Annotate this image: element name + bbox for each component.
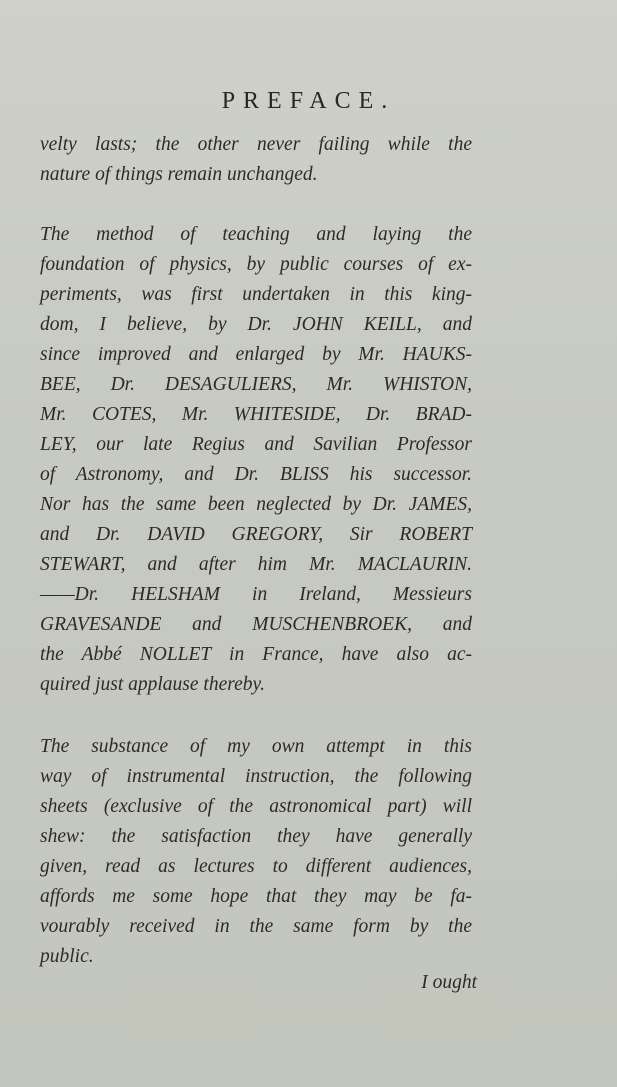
text-line: The substance of my own attempt in this (40, 736, 472, 757)
text-line: affords me some hope that they may be fa- (40, 886, 472, 907)
text-line: GRAVESANDE and MUSCHENBROEK, and (40, 614, 472, 635)
running-header: PREFACE. (221, 88, 396, 114)
text-line: periments, was first undertaken in this king- (40, 284, 472, 305)
text-line: way of instrumental instruction, the following (40, 766, 472, 787)
text-line: the Abbé NOLLET in France, have also ac- (40, 644, 472, 665)
paragraph-1 (40, 130, 472, 190)
text-line: given, read as lectures to different audiences, (40, 856, 472, 877)
text-line: vourably received in the same form by the (40, 916, 472, 937)
paragraph-2 (40, 220, 472, 700)
catchword: I ought (421, 972, 477, 993)
text-line: The method of teaching and laying the (40, 224, 472, 245)
text-line: shew: the satisfaction they have generally (40, 826, 472, 847)
text-line: velty lasts; the other never failing while the (40, 134, 472, 155)
text-line: public. (40, 946, 94, 967)
text-line: foundation of physics, by public courses of ex- (40, 254, 472, 275)
text-line: sheets (exclusive of the astronomical part) will (40, 796, 472, 817)
text-line: BEE, Dr. DESAGULIERS, Mr. WHISTON, (40, 374, 472, 395)
paragraph-3 (40, 732, 472, 972)
text-line: Mr. COTES, Mr. WHITESIDE, Dr. BRAD- (40, 404, 472, 425)
text-line: since improved and enlarged by Mr. HAUKS- (40, 344, 472, 365)
text-line: STEWART, and after him Mr. MACLAURIN. (40, 554, 472, 575)
text-line: of Astronomy, and Dr. BLISS his successor. (40, 464, 472, 485)
text-line: quired just applause thereby. (40, 674, 265, 695)
text-line: nature of things remain unchanged. (40, 164, 318, 185)
text-line: ——Dr. HELSHAM in Ireland, Messieurs (40, 584, 472, 605)
text-line: LEY, our late Regius and Savilian Professor (40, 434, 472, 455)
text-line: and Dr. DAVID GREGORY, Sir ROBERT (40, 524, 472, 545)
text-line: dom, I believe, by Dr. JOHN KEILL, and (40, 314, 472, 335)
text-line: Nor has the same been neglected by Dr. JAMES, (40, 494, 472, 515)
